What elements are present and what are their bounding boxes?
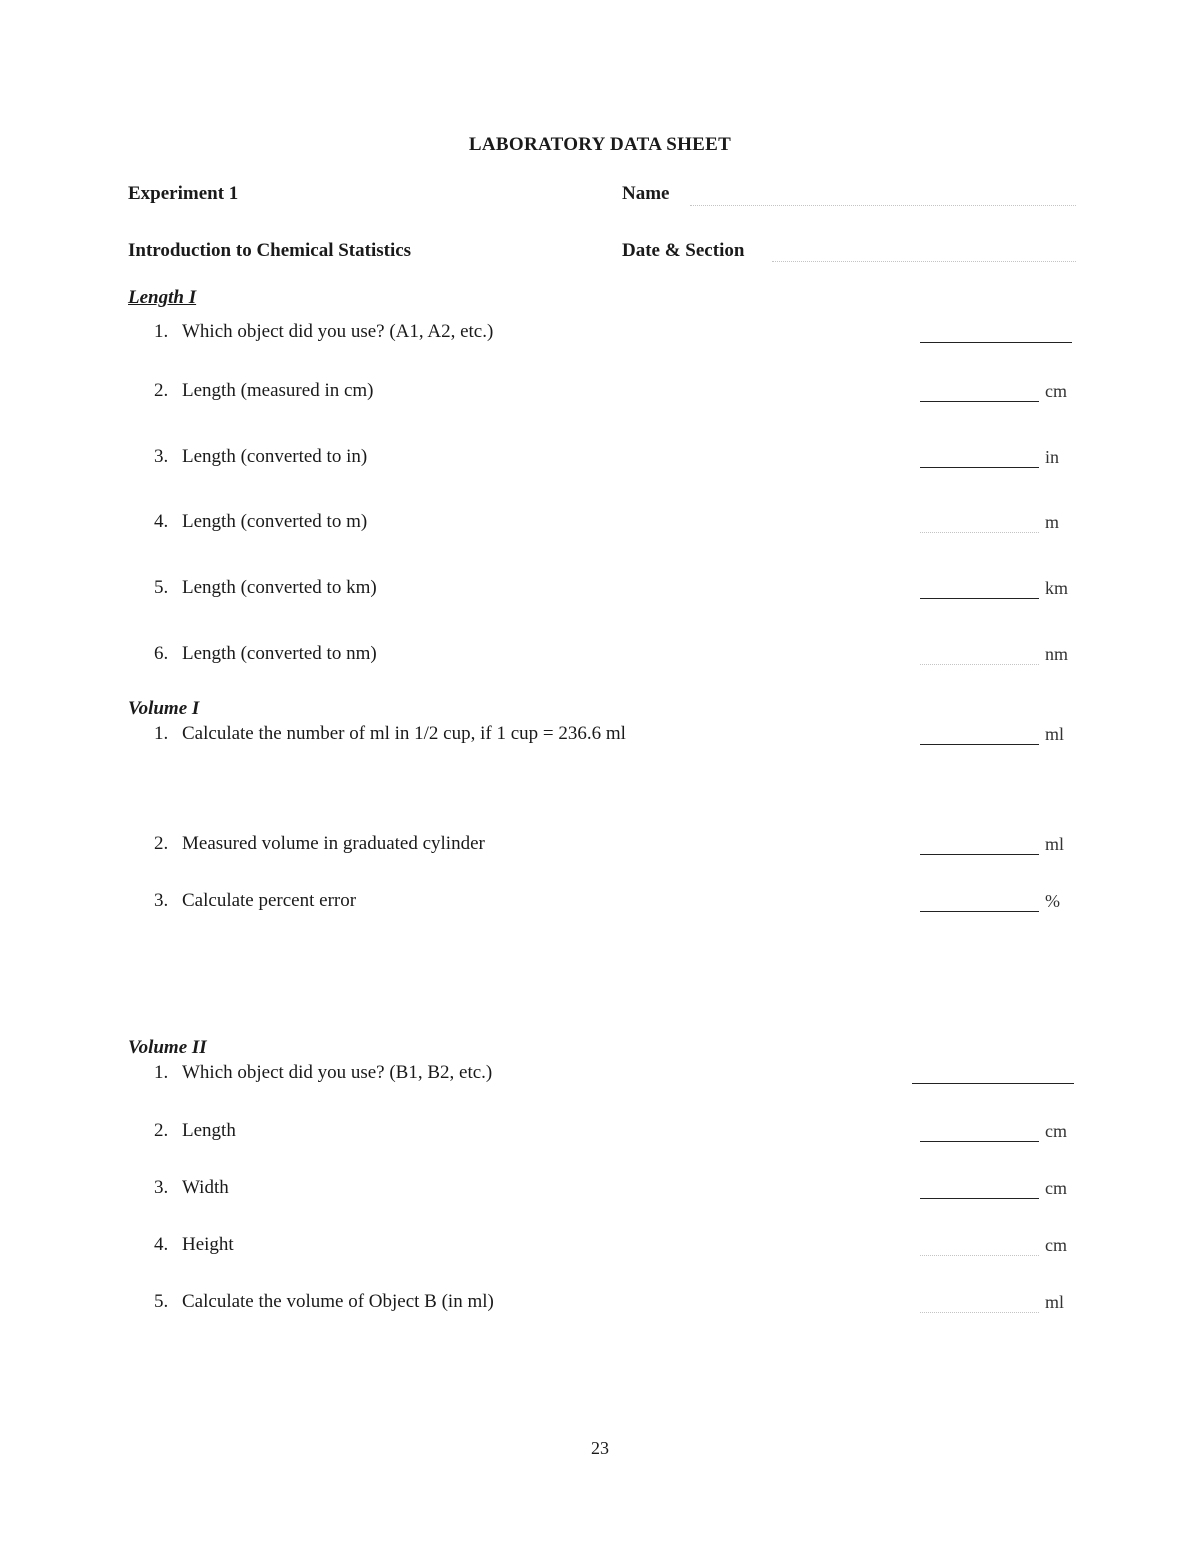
section-heading-length-1: Length I [128, 287, 197, 308]
question-length-2: 2. Length (measured in cm) [154, 380, 374, 401]
unit-label: m [1045, 512, 1060, 532]
unit-label: cm [1045, 1235, 1067, 1255]
question-length-5: 5. Length (converted to km) [154, 577, 377, 598]
question-volume2-3: 3. Width [154, 1177, 229, 1198]
unit-label: cm [1045, 381, 1067, 401]
answer-blank[interactable] [920, 598, 1039, 599]
question-length-3: 3. Length (converted to in) [154, 446, 368, 467]
question-length-1: 1. Which object did you use? (A1, A2, etc.) [154, 321, 494, 342]
unit-label: nm [1045, 644, 1069, 664]
answer-blank[interactable] [920, 1141, 1039, 1142]
unit-label: % [1045, 891, 1060, 911]
question-volume1-1: 1. Calculate the number of ml in 1/2 cup, if 1 cup = 236.6 ml [154, 723, 626, 744]
answer-blank[interactable] [920, 401, 1039, 402]
name-label: Name [622, 183, 670, 204]
answer-blank[interactable] [920, 1312, 1039, 1313]
answer-blank[interactable] [912, 1083, 1074, 1084]
answer-blank[interactable] [920, 342, 1072, 343]
page-title: LABORATORY DATA SHEET [468, 134, 732, 155]
unit-label: in [1045, 447, 1060, 467]
section-heading-volume-2: Volume II [128, 1037, 207, 1058]
section-heading-volume-1: Volume I [128, 698, 200, 719]
unit-label: cm [1045, 1178, 1067, 1198]
answer-blank[interactable] [920, 664, 1039, 665]
unit-label: ml [1045, 724, 1065, 744]
question-length-6: 6. Length (converted to nm) [154, 643, 377, 664]
unit-label: km [1045, 578, 1069, 598]
question-volume2-4: 4. Height [154, 1234, 234, 1255]
experiment-label: Experiment 1 [128, 183, 239, 204]
unit-label: ml [1045, 834, 1065, 854]
answer-blank[interactable] [920, 744, 1039, 745]
answer-blank[interactable] [920, 854, 1039, 855]
question-volume1-3: 3. Calculate percent error [154, 890, 357, 911]
unit-label: ml [1045, 1292, 1065, 1312]
question-volume1-2: 2. Measured volume in graduated cylinder [154, 833, 485, 854]
answer-blank[interactable] [920, 1255, 1039, 1256]
answer-blank[interactable] [920, 532, 1039, 533]
experiment-subtitle: Introduction to Chemical Statistics [128, 240, 412, 261]
date-section-label: Date & Section [622, 240, 745, 261]
question-volume2-5: 5. Calculate the volume of Object B (in ml) [154, 1291, 494, 1312]
question-volume2-2: 2. Length [154, 1120, 236, 1141]
unit-label: cm [1045, 1121, 1067, 1141]
page-number: 23 [591, 1438, 609, 1458]
date-section-field[interactable] [772, 261, 1076, 262]
question-volume2-1: 1. Which object did you use? (B1, B2, etc.) [154, 1062, 493, 1083]
answer-blank[interactable] [920, 467, 1039, 468]
answer-blank[interactable] [920, 911, 1039, 912]
question-length-4: 4. Length (converted to m) [154, 511, 368, 532]
name-field[interactable] [690, 205, 1076, 206]
answer-blank[interactable] [920, 1198, 1039, 1199]
